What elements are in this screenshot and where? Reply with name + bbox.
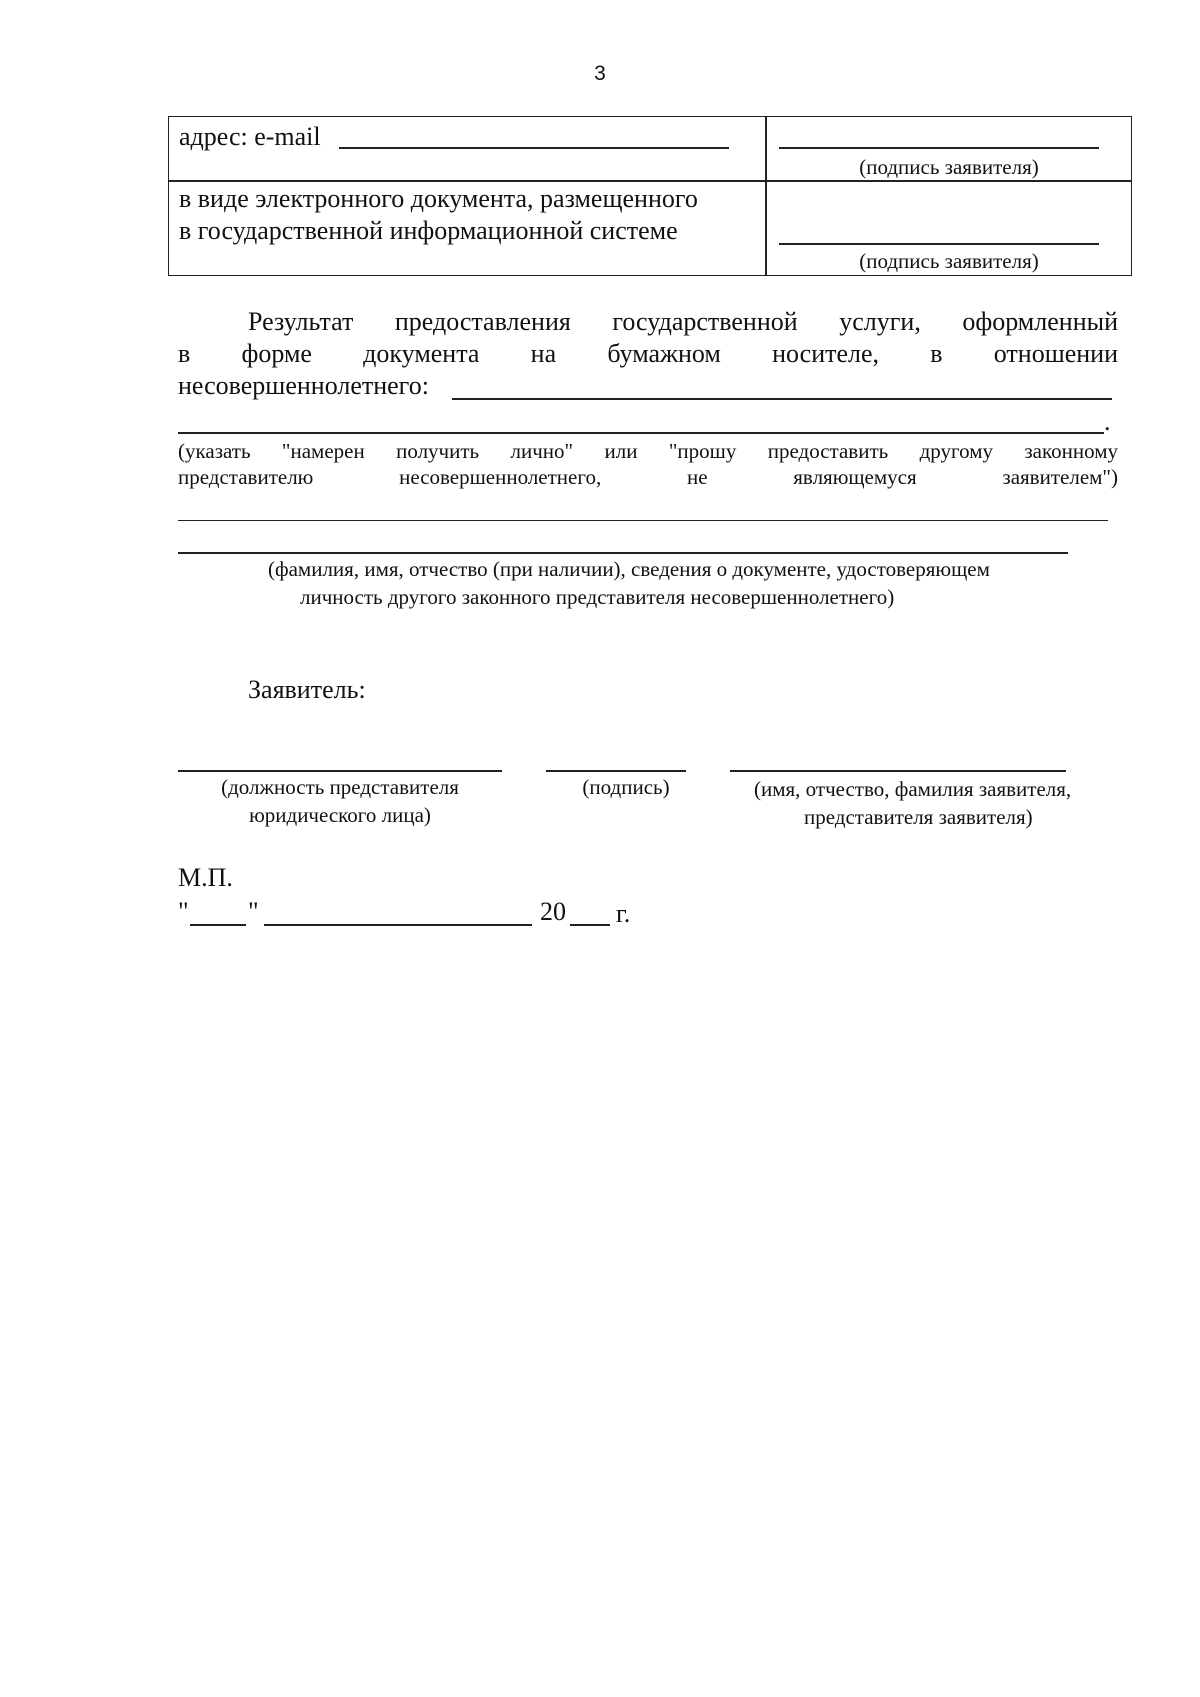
position-field[interactable] [178, 770, 502, 772]
table-divider-horizontal [169, 180, 1131, 182]
email-label: адрес: e-mail [179, 122, 321, 151]
result-line-3: несовершеннолетнего: [178, 371, 429, 400]
date-year-prefix: 20 [540, 897, 566, 926]
signature-line-2[interactable] [779, 243, 1099, 245]
date-year-field[interactable] [570, 924, 610, 926]
electronic-doc-line2: в государственной информационной системе [179, 216, 678, 245]
result-hint-line-1: (указать "намерен получить лично" или "прошу предоставить другому законному [178, 439, 1118, 463]
position-caption-line-2: юридического лица) [249, 803, 431, 827]
date-month-field[interactable] [264, 924, 532, 926]
email-field[interactable] [339, 147, 729, 149]
date-year-suffix: г. [616, 899, 631, 928]
minor-name-field[interactable] [452, 398, 1112, 400]
result-answer-field[interactable] [178, 432, 1104, 434]
date-day-field[interactable] [190, 924, 246, 926]
result-line-2: в форме документа на бумажном носителе, в отношении [178, 339, 1118, 368]
representative-caption-line-2: личность другого законного представителя несовершеннолетнего) [300, 585, 895, 609]
signature-caption-1: (подпись заявителя) [859, 155, 1039, 179]
applicant-label: Заявитель: [248, 675, 366, 704]
result-line-1: Результат предоставления государственной услуги, оформленный [248, 307, 1118, 336]
name-caption-line-1: (имя, отчество, фамилия заявителя, [754, 777, 1072, 801]
signature-caption-2: (подпись заявителя) [859, 249, 1039, 273]
delivery-method-table [168, 116, 1132, 276]
page-number: 3 [594, 62, 606, 85]
name-caption-line-2: представителя заявителя) [804, 805, 1033, 829]
electronic-doc-line1: в виде электронного документа, размещенного [179, 184, 698, 213]
result-hint-line-2: представителю несовершеннолетнего, не являющемуся заявителем") [178, 465, 1118, 489]
applicant-signature-field[interactable] [546, 770, 686, 772]
result-end-dot: . [1104, 407, 1111, 436]
applicant-name-field[interactable] [730, 770, 1066, 772]
date-quote-close: " [248, 897, 259, 926]
signature-caption: (подпись) [582, 775, 670, 799]
representative-field-2[interactable] [178, 552, 1068, 554]
representative-field-1[interactable] [178, 520, 1108, 521]
mp-label: М.П. [178, 863, 233, 892]
signature-line-1[interactable] [779, 147, 1099, 149]
date-quote-open: " [178, 897, 189, 926]
position-caption-line-1: (должность представителя [221, 775, 459, 799]
representative-caption-line-1: (фамилия, имя, отчество (при наличии), сведения о документе, удостоверяющем [268, 557, 990, 581]
